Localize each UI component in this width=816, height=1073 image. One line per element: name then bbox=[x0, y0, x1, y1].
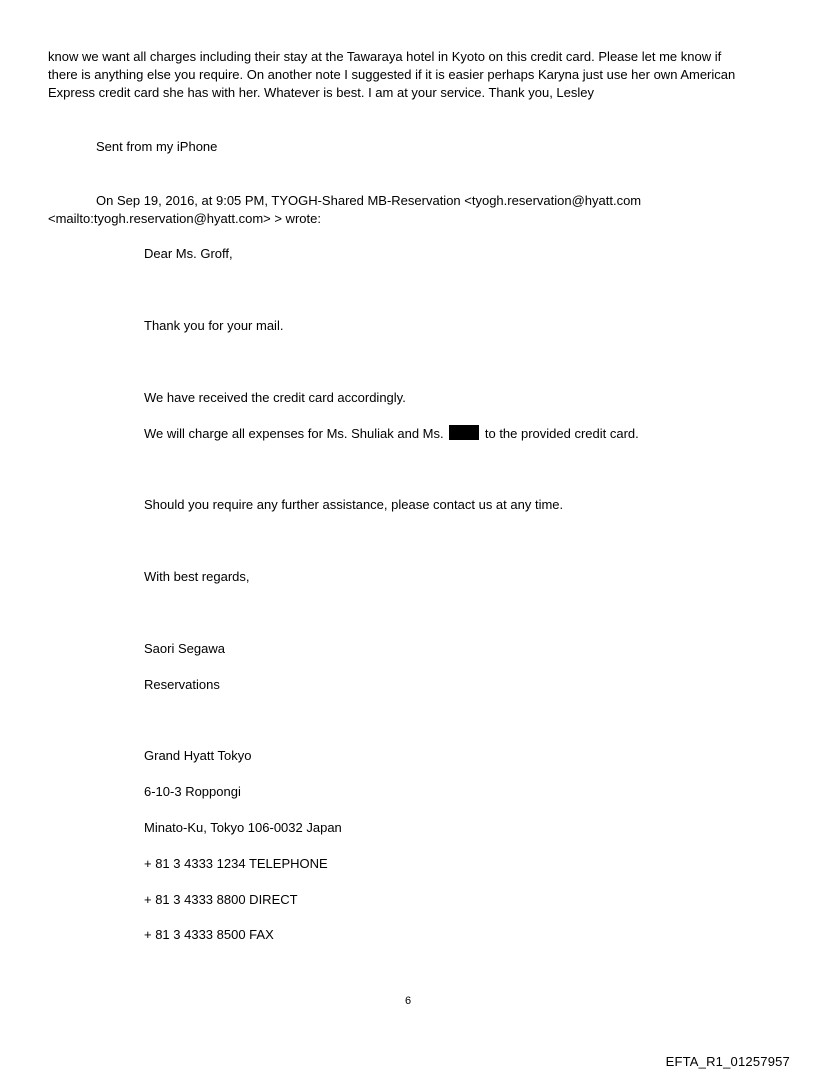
reply-assistance: Should you require any further assistance, please contact us at any time. bbox=[144, 497, 564, 512]
signature-name: Saori Segawa bbox=[144, 641, 225, 656]
signature-direct: + 81 3 4333 8800 DIRECT bbox=[144, 892, 298, 907]
reply-thanks: Thank you for your mail. bbox=[144, 318, 284, 333]
signature-street: 6-10-3 Roppongi bbox=[144, 784, 241, 799]
page-number: 6 bbox=[404, 995, 412, 1007]
reply-charge-after: to the provided credit card. bbox=[484, 426, 639, 441]
reply-charge-line bbox=[144, 425, 639, 443]
intro-line-3: Express credit card she has with her. Whatever is best. I am at your service. Thank you, Lesley bbox=[48, 85, 594, 100]
quote-header-line-2: <mailto:tyogh.reservation@hyatt.com> > wrote: bbox=[48, 211, 321, 226]
document-id: EFTA_R1_01257957 bbox=[665, 1054, 790, 1069]
intro-line-1: know we want all charges including their stay at the Tawaraya hotel in Kyoto on this credit card. Please let me know if bbox=[48, 49, 722, 64]
signature-telephone: + 81 3 4333 1234 TELEPHONE bbox=[144, 856, 328, 871]
reply-received: We have received the credit card accordingly. bbox=[144, 390, 406, 405]
reply-greeting: Dear Ms. Groff, bbox=[144, 246, 233, 261]
intro-line-2: there is anything else you require. On another note I suggested if it is easier perhaps Karyna just use her own American bbox=[48, 67, 736, 82]
reply-closing: With best regards, bbox=[144, 569, 250, 584]
signature-city: Minato-Ku, Tokyo 106-0032 Japan bbox=[144, 820, 342, 835]
signature-department: Reservations bbox=[144, 677, 220, 692]
reply-charge-before: We will charge all expenses for Ms. Shuliak and Ms. bbox=[144, 426, 444, 441]
signature-fax: + 81 3 4333 8500 FAX bbox=[144, 927, 274, 942]
quote-header-line-1: On Sep 19, 2016, at 9:05 PM, TYOGH-Shared MB-Reservation <tyogh.reservation@hyatt.com bbox=[96, 193, 642, 208]
redaction-block bbox=[449, 425, 479, 440]
signature-hotel: Grand Hyatt Tokyo bbox=[144, 748, 252, 763]
sent-from-line: Sent from my iPhone bbox=[96, 139, 218, 154]
